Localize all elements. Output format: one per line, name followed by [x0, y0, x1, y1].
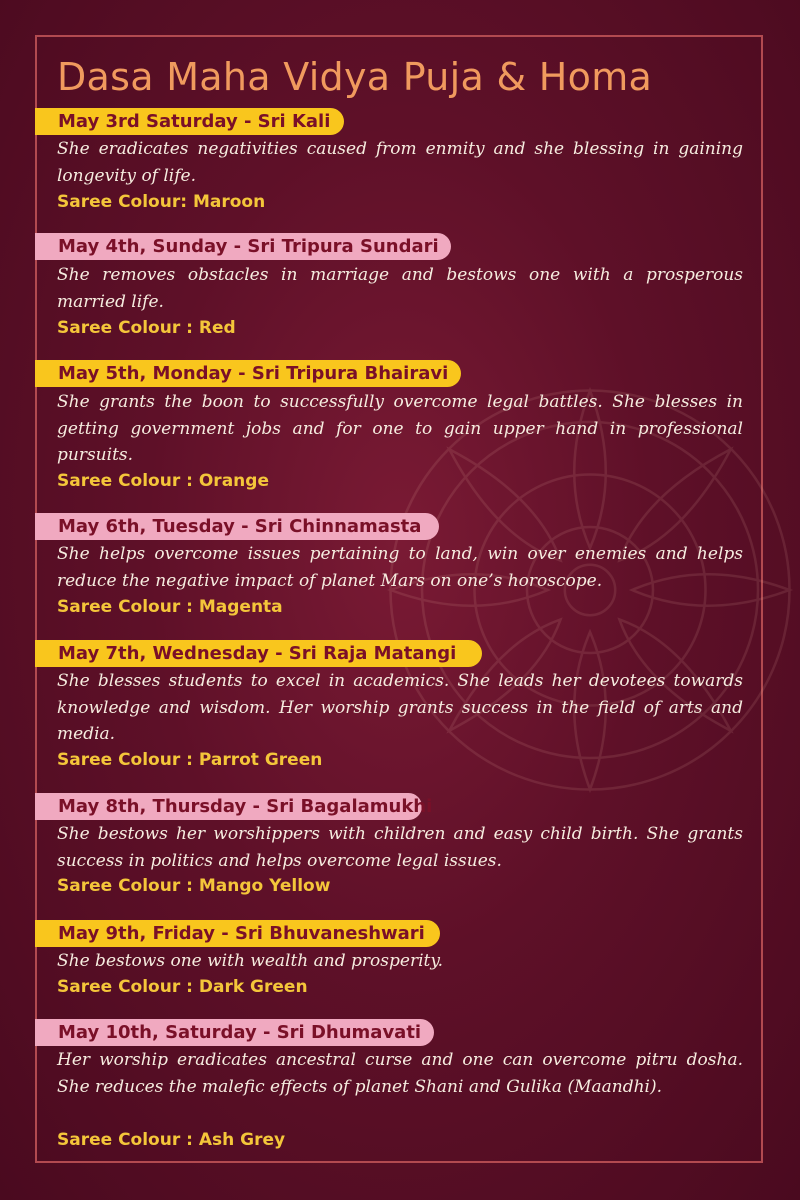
entry-heading-raja-matangi: May 7th, Wednesday - Sri Raja Matangi: [35, 640, 482, 667]
entry-saree-bagalamukhi: Saree Colour : Mango Yellow: [57, 876, 331, 896]
entry-heading-bhuvaneshwari: May 9th, Friday - Sri Bhuvaneshwari: [35, 920, 440, 947]
entry-heading-dhumavati: May 10th, Saturday - Sri Dhumavati: [35, 1019, 434, 1046]
entry-heading-tripura-bhairavi: May 5th, Monday - Sri Tripura Bhairavi: [35, 360, 461, 387]
entry-heading-kali: May 3rd Saturday - Sri Kali: [35, 108, 344, 135]
entry-heading-chinnamasta: May 6th, Tuesday - Sri Chinnamasta: [35, 513, 439, 540]
entry-heading-tripura-sundari: May 4th, Sunday - Sri Tripura Sundari: [35, 233, 451, 260]
entry-description-kali: She eradicates negativities caused from enmity and she blessing in gaining longevity of life.: [57, 139, 743, 186]
entry-description-chinnamasta: She helps overcome issues pertaining to land, win over enemies and helps reduce the negative impact of planet Mars on one’s horoscope.: [57, 544, 743, 591]
page-title: Dasa Maha Vidya Puja & Homa: [57, 55, 653, 99]
entry-saree-bhuvaneshwari: Saree Colour : Dark Green: [57, 977, 308, 997]
entry-saree-raja-matangi: Saree Colour : Parrot Green: [57, 750, 323, 770]
entry-description-bagalamukhi: She bestows her worshippers with children and easy child birth. She grants success in politics and helps overcome legal issues.: [57, 824, 743, 871]
entry-description-tripura-sundari: She removes obstacles in marriage and bestows one with a prosperous married life.: [57, 265, 743, 312]
entry-saree-tripura-bhairavi: Saree Colour : Orange: [57, 471, 269, 491]
entry-description-dhumavati: Her worship eradicates ancestral curse and one can overcome pitru dosha. She reduces the malefic effects of planet Shani and Gulika (Maandhi).: [57, 1050, 743, 1097]
entry-saree-dhumavati: Saree Colour : Ash Grey: [57, 1130, 286, 1150]
entry-description-tripura-bhairavi: She grants the boon to successfully overcome legal battles. She blesses in getting government jobs and for one to gain upper hand in professional pursuits.: [57, 392, 743, 465]
entry-description-bhuvaneshwari: She bestows one with wealth and prosperity.: [57, 951, 444, 971]
entry-saree-tripura-sundari: Saree Colour : Red: [57, 318, 236, 338]
entry-saree-kali: Saree Colour: Maroon: [57, 192, 266, 212]
entry-description-raja-matangi: She blesses students to excel in academics. She leads her devotees towards knowledge and wisdom. Her worship grants success in the field of arts and media.: [57, 671, 743, 744]
entry-saree-chinnamasta: Saree Colour : Magenta: [57, 597, 283, 617]
entry-heading-bagalamukhi: May 8th, Thursday - Sri Bagalamukhi: [35, 793, 422, 820]
